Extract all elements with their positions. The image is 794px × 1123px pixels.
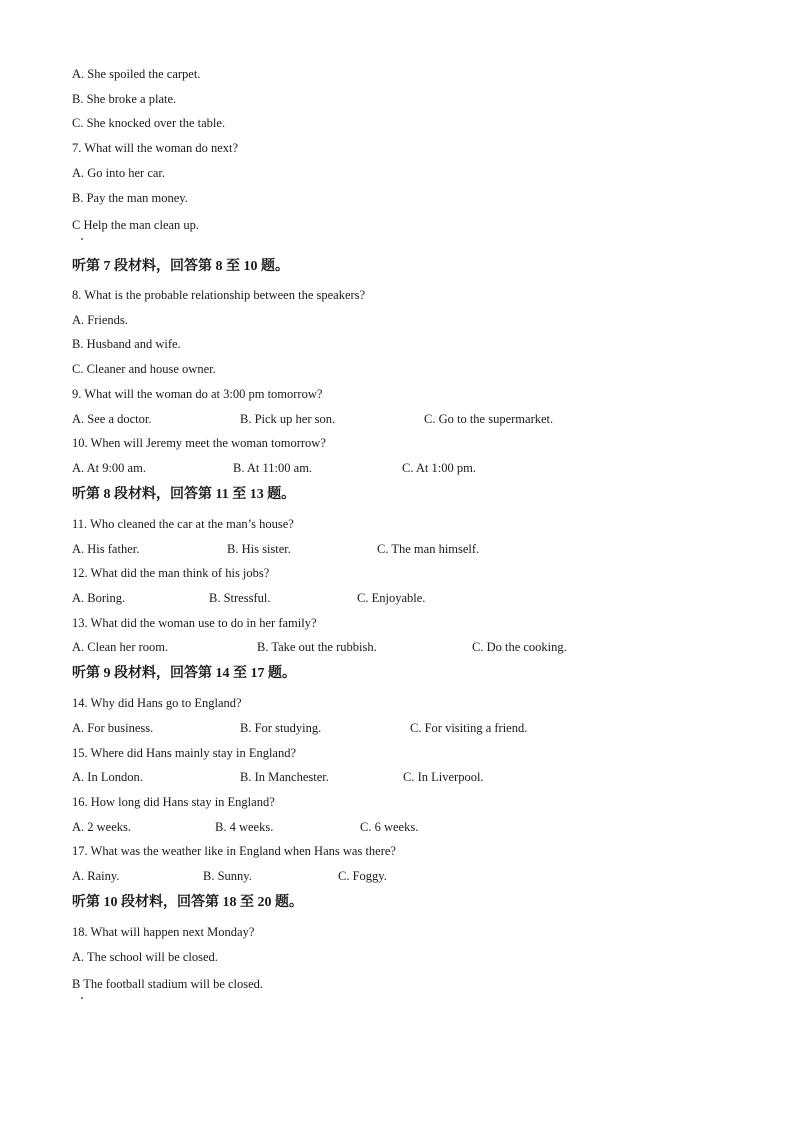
option-b: B. Sunny. [203,869,252,883]
option-line: B The football stadium will be closed. [72,977,264,991]
option-line: A. She spoiled the carpet. [72,67,201,81]
question-9: 9. What will the woman do at 3:00 pm tomorrow? [72,387,323,401]
option-a: A. Clean her room. [72,640,169,654]
option-line: C. Cleaner and house owner. [72,362,216,376]
option-line: C Help the man clean up. [72,218,200,232]
option-c: C. 6 weeks. [360,820,419,834]
question-8: 8. What is the probable relationship between the speakers? [72,288,366,302]
option-line: A. Friends. [72,313,128,327]
option-c: C. Enjoyable. [357,591,426,605]
stray-dot [81,238,83,240]
question-16: 16. How long did Hans stay in England? [72,795,275,809]
option-b: B. Pick up her son. [240,412,336,426]
question-18: 18. What will happen next Monday? [72,925,255,939]
question-11: 11. Who cleaned the car at the man’s house? [72,517,294,531]
question-13: 13. What did the woman use to do in her family? [72,616,317,630]
option-c: C. Go to the supermarket. [424,412,554,426]
option-c: C. Do the cooking. [472,640,567,654]
section-heading: 听第 10 段材料，回答第 18 至 20 题。 [72,895,303,910]
option-line: A. The school will be closed. [72,950,218,964]
section-heading: 听第 7 段材料，回答第 8 至 10 题。 [72,259,289,274]
option-line: B. She broke a plate. [72,92,177,106]
question-14: 14. Why did Hans go to England? [72,696,242,710]
option-a: A. See a doctor. [72,412,152,426]
question-7: 7. What will the woman do next? [72,141,239,155]
option-c: C. Foggy. [338,869,387,883]
question-10: 10. When will Jeremy meet the woman tomorrow? [72,436,326,450]
option-b: B. Stressful. [209,591,271,605]
option-b: B. In Manchester. [240,770,329,784]
option-line: A. Go into her car. [72,166,166,180]
question-17: 17. What was the weather like in England when Hans was there? [72,844,396,858]
option-b: B. Take out the rubbish. [257,640,377,654]
option-c: C. At 1:00 pm. [402,461,476,475]
option-a: A. 2 weeks. [72,820,132,834]
option-a: A. In London. [72,770,143,784]
option-c: C. For visiting a friend. [410,721,528,735]
option-a: A. Rainy. [72,869,120,883]
option-b: B. For studying. [240,721,322,735]
option-line: B. Pay the man money. [72,191,188,205]
option-line: B. Husband and wife. [72,337,181,351]
section-heading: 听第 8 段材料，回答第 11 至 13 题。 [72,487,296,502]
section-heading: 听第 9 段材料，回答第 14 至 17 题。 [72,666,296,681]
question-12: 12. What did the man think of his jobs? [72,566,270,580]
option-b: B. His sister. [227,542,291,556]
option-a: A. At 9:00 am. [72,461,146,475]
option-a: A. Boring. [72,591,126,605]
stray-dot [81,997,83,999]
option-b: B. At 11:00 am. [233,461,313,475]
question-15: 15. Where did Hans mainly stay in England? [72,746,297,760]
option-b: B. 4 weeks. [215,820,274,834]
option-c: C. In Liverpool. [403,770,484,784]
option-c: C. The man himself. [377,542,480,556]
option-line: C. She knocked over the table. [72,116,226,130]
option-a: A. His father. [72,542,140,556]
option-a: A. For business. [72,721,154,735]
